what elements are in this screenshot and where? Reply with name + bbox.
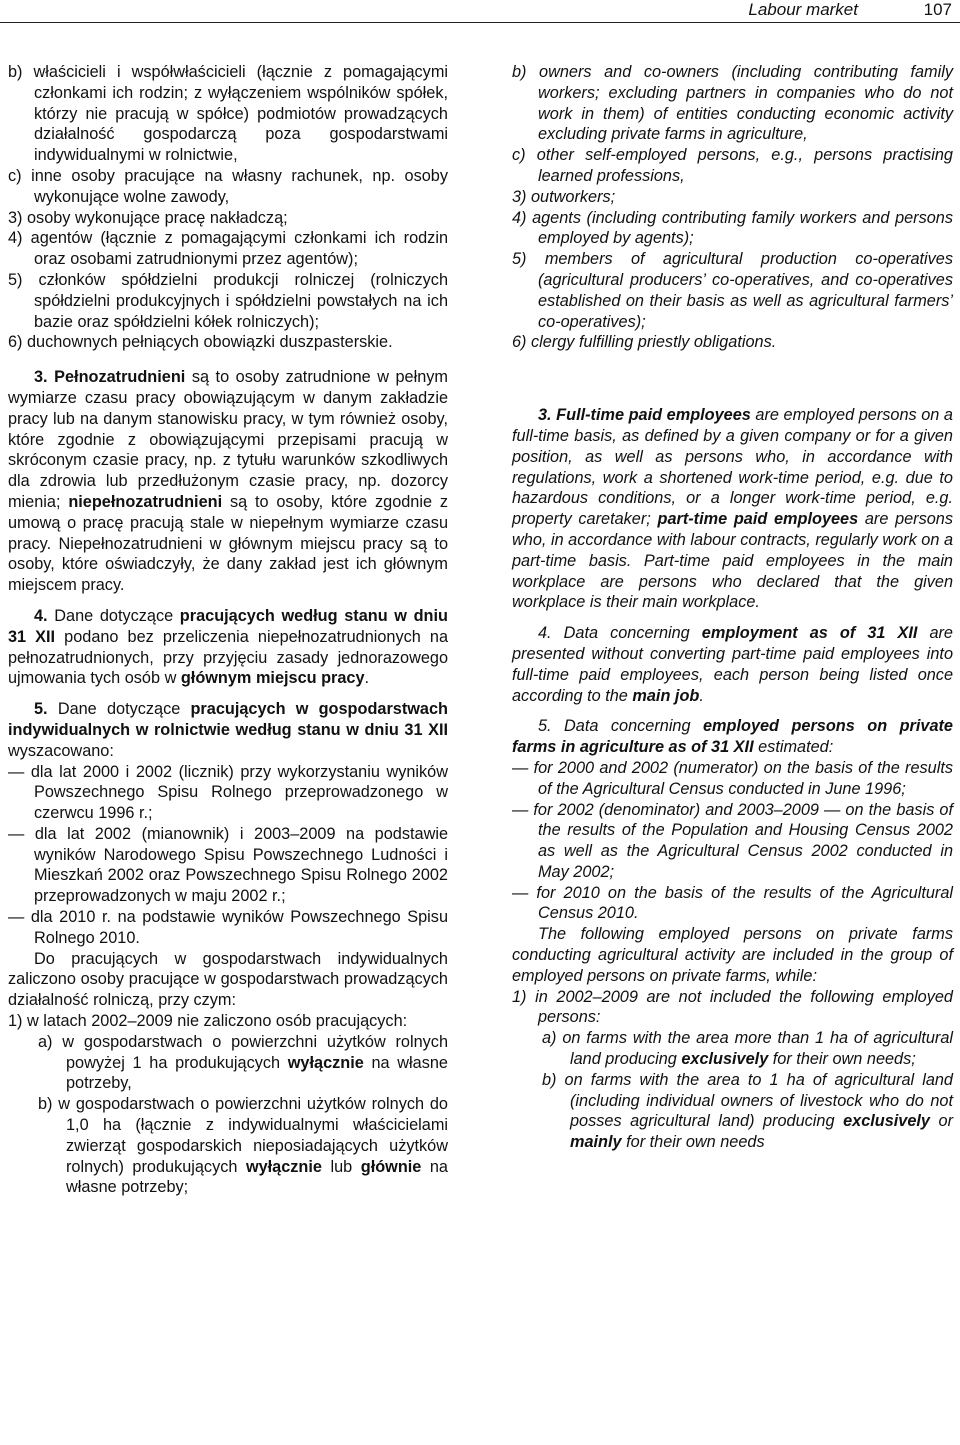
term: niepełnozatrudnieni <box>68 492 223 511</box>
dash-item: — for 2000 and 2002 (numerator) on the basis of the results of the Agricultural Census conducted in June 1996; <box>512 758 953 798</box>
text: for their own needs; <box>768 1050 916 1069</box>
para-number: 4. <box>538 624 552 643</box>
text: b) w gospodarstwach o powierzchni użytków rolnych do 1,0 ha (łącznie z indywidualnymi właścicielami zwierząt gospodarskich nieposiadających użytków rolnych) produkujących <box>38 1095 448 1176</box>
text: Data concerning <box>551 624 702 643</box>
term: employed persons on private farms in agriculture as of 31 XII <box>512 717 953 757</box>
dash-item: — dla lat 2000 i 2002 (licznik) przy wykorzystaniu wyników Powszechnego Spisu Rolnego przeprowadzonego w czerwcu 1996 r.; <box>8 762 448 823</box>
text: are persons who, in accordance with labour contracts, regularly work on a part-time basis. Part-time paid employees in the main workplace are persons who declared that the given workplace is their main workplace. <box>512 510 953 612</box>
list-item: 3) osoby wykonujące pracę nakładczą; <box>8 208 288 227</box>
list-item: 4) agents (including contributing family workers and persons employed by agents); <box>512 208 953 248</box>
page-header <box>0 0 960 24</box>
term: pracujących według stanu w dniu 31 XII <box>8 606 448 646</box>
list-item: b) właścicieli i współwłaścicieli (łącznie z pomagającymi członkami ich rodzin; z wyłączeniem wspólników spółek, którzy nie pracują w spółce) podmiotów prowadzących działalność gospodarczą poza gospodarstwami indywidualnymi w rolnictwie, <box>8 63 448 165</box>
dash-item: — for 2010 on the basis of the results of the Agricultural Census 2010. <box>512 883 953 923</box>
sub-item-b <box>512 1070 953 1153</box>
term: exclusively <box>681 1050 769 1069</box>
text: are presented without converting part-time paid employees into full-time paid employees, each person being listed once according to the <box>512 624 953 705</box>
text: na własne potrzeby, <box>66 1053 448 1093</box>
text: . <box>364 669 370 688</box>
term: part-time paid employees <box>657 510 859 529</box>
term: głównym miejscu pracy <box>180 669 365 688</box>
term: głównie <box>360 1157 422 1176</box>
para-number: 3. <box>538 406 552 425</box>
english-column <box>512 62 953 1153</box>
paragraph-3 <box>512 405 953 613</box>
sub-item-a <box>8 1032 448 1094</box>
dash-item: — dla 2010 r. na podstawie wyników Powszechnego Spisu Rolnego 2010. <box>8 908 448 947</box>
term: Full-time paid employees <box>551 406 751 425</box>
text: lub <box>321 1157 361 1176</box>
list-item: 5) członków spółdzielni produkcji rolniczej (rolniczych spółdzielni produkcyjnych i spółdzielni powstałych na ich bazie oraz spółdzielni kółek rolniczych); <box>8 270 448 331</box>
header-rule <box>0 22 960 23</box>
term: pracujących w gospodarstwach indywidualnych w rolnictwie według stanu w dniu 31 XII <box>8 700 448 739</box>
text: Dane dotyczące <box>47 606 180 625</box>
list-item: 6) clergy fulfilling priestly obligations. <box>512 333 777 352</box>
paragraph-5 <box>8 699 448 761</box>
list-item: 1) in 2002–2009 are not included the following employed persons: <box>512 987 953 1027</box>
running-title: Labour market <box>748 0 858 19</box>
term: main job <box>632 686 700 705</box>
text: are employed persons on a full-time basis, as defined by a given company or for a given position, as well as persons who, in accordance with regulations, work a shortened work-time period, e.g. due to hazardous conditions, or a longer work-time period, e.g. property caretaker; <box>512 406 953 529</box>
sub-item-a <box>512 1028 953 1070</box>
list-item: c) other self-employed persons, e.g., persons practising learned professions, <box>512 146 953 185</box>
text: a) w gospodarstwach o powierzchni użytków rolnych powyżej 1 ha produkujących <box>38 1032 448 1072</box>
list-item: 6) duchownych pełniących obowiązki duszpasterskie. <box>8 333 393 352</box>
term: wyłącznie <box>287 1053 364 1072</box>
paragraph-6: Do pracujących w gospodarstwach indywidualnych zaliczono osoby pracujące w gospodarstwach prowadzących działalność rolniczą, przy czym: <box>8 949 448 1010</box>
text: są to osoby, które zgodnie z umową o pracę pracują stale w niepełnym wymiarze czasu pracy. Niepełnozatrudnieni w głównym miejscu pracy są to osoby, które oświadczyły, że dany zakład jest ich głównym miejscem pracy. <box>8 492 449 595</box>
list-item: 3) outworkers; <box>512 187 616 206</box>
list-item: b) owners and co-owners (including contributing family workers; excluding partners in companies who do not work in them) of entities conducting economic activity excluding private farms in agriculture, <box>512 63 953 144</box>
text: . <box>699 686 704 705</box>
paragraph-4 <box>8 606 448 689</box>
paragraph-4 <box>512 623 953 706</box>
dash-item: — for 2002 (denominator) and 2003–2009 — on the basis of the results of the Population and Housing Census 2002 as well as the Agricultural Census 2002 conducted in May 2002; <box>512 800 953 881</box>
para-number: 3. <box>34 368 48 387</box>
list-item: 5) members of agricultural production co-operatives (agricultural producers’ co-operatives, and co-operatives established on their basis as well as agricultural farmers’ co-operatives); <box>512 250 953 331</box>
text: estimated: <box>753 738 834 757</box>
paragraph-3 <box>8 367 448 596</box>
text: a) on farms with the area more than 1 ha of agricultural land producing <box>542 1029 953 1069</box>
term: wyłącznie <box>245 1157 322 1176</box>
text: podano bez przeliczenia niepełnozatrudnionych na pełnozatrudnionych, przy przyjęciu zasady jednorazowego ujmowania tych osób w <box>8 627 448 688</box>
text: wyszacowano: <box>8 741 114 760</box>
polish-column <box>8 62 448 1198</box>
text: Dane dotyczące <box>47 700 191 719</box>
paragraph-6: The following employed persons on private farms conducting agricultural activity are included in the group of employed persons on private farms, while: <box>512 925 953 985</box>
sub-item-b <box>8 1094 448 1198</box>
list-item: 1) w latach 2002–2009 nie zaliczono osób pracujących: <box>8 1012 408 1031</box>
text: Data concerning <box>551 717 703 736</box>
page-number: 107 <box>923 0 952 19</box>
para-number: 4. <box>34 606 48 625</box>
term: employment as of 31 XII <box>701 624 918 643</box>
term: exclusively <box>843 1112 930 1131</box>
list-item: c) inne osoby pracujące na własny rachunek, np. osoby wykonujące wolne zawody, <box>8 166 448 206</box>
text: for their own needs <box>621 1133 765 1152</box>
text: b) on farms with the area to 1 ha of agricultural land (including individual owners of livestock who do not posses agricultural land) producing <box>542 1070 953 1131</box>
list-item: 4) agentów (łącznie z pomagającymi członkami ich rodzin oraz osobami zatrudnionymi przez agentów); <box>8 229 448 269</box>
text: są to osoby zatrudnione w pełnym wymiarze czasu pracy obowiązującym w danym zakładzie pracy lub na danym stanowisku pracy, w tym również osoby, które zgodnie z obowiązującymi przepisami pracują w skróconym czasie pracy, np. z tytułu warunków szkodliwych dla zdrowia lub przedłużonym czasie pracy, np. dozorcy mienia; <box>8 368 448 511</box>
text: na własne potrzeby; <box>66 1157 448 1197</box>
text: or <box>929 1112 953 1131</box>
para-number: 5. <box>34 700 48 719</box>
term: Pełnozatrudnieni <box>54 368 186 387</box>
para-number: 5. <box>538 717 552 736</box>
dash-item: — dla lat 2002 (mianownik) i 2003–2009 na podstawie wyników Narodowego Spisu Powszechnego Ludności i Mieszkań 2002 oraz Powszechnego Spisu Rolnego 2002 przeprowadzonych w maju 2002 r.; <box>8 824 448 906</box>
paragraph-5 <box>512 716 953 758</box>
term: mainly <box>570 1133 622 1152</box>
